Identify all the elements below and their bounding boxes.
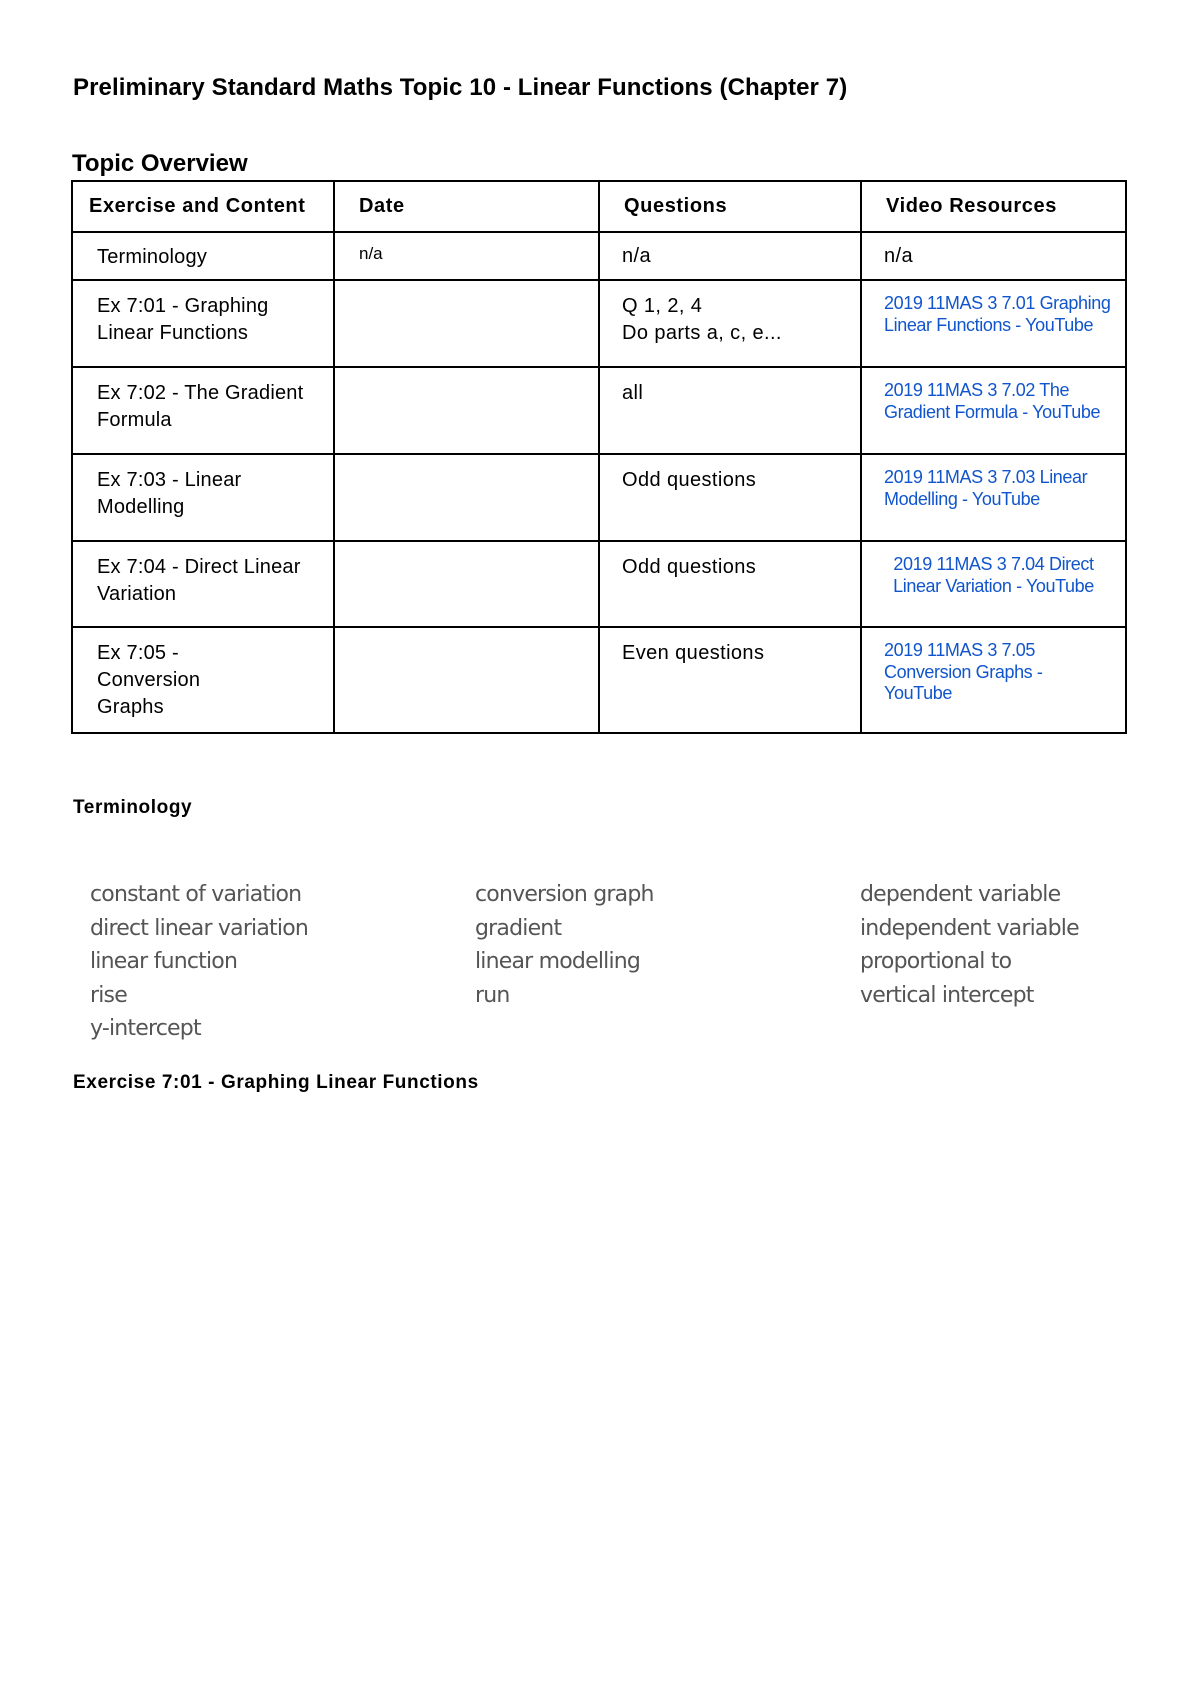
cell-video	[861, 454, 1126, 541]
cell-questions: all	[599, 367, 861, 454]
header-questions: Questions	[599, 181, 861, 232]
terminology-word-list	[90, 878, 1110, 1046]
cell-date	[334, 367, 599, 454]
header-date: Date	[334, 181, 599, 232]
cell-questions: Odd questions	[599, 454, 861, 541]
term-item: linear modelling	[475, 949, 641, 974]
cell-questions: n/a	[599, 232, 861, 280]
table-row	[72, 454, 1126, 541]
table-row	[72, 541, 1126, 627]
term-item: vertical intercept	[860, 982, 1034, 1008]
header-video-resources: Video Resources	[861, 181, 1126, 232]
term-column	[475, 878, 860, 1046]
cell-video	[861, 280, 1126, 367]
cell-video	[861, 627, 1126, 733]
cell-date	[334, 541, 599, 627]
cell-video	[861, 367, 1126, 454]
cell-video	[861, 541, 1126, 627]
video-link[interactable]: 2019 11MAS 3 7.02 The Gradient Formula - YouTube	[884, 380, 1101, 422]
topic-overview-table	[71, 180, 1127, 734]
questions-line: Q 1, 2, 4	[622, 295, 703, 317]
questions-line: Do parts a, c, e...	[622, 322, 782, 344]
table-row	[72, 232, 1126, 280]
cell-date	[334, 454, 599, 541]
table-row	[72, 280, 1126, 367]
video-link[interactable]: 2019 11MAS 3 7.01 Graphing Linear Functions - YouTube	[884, 293, 1111, 335]
topic-overview-heading: Topic Overview	[72, 150, 248, 177]
terminology-heading: Terminology	[73, 797, 193, 818]
cell-content: Terminology	[72, 232, 334, 280]
table-row	[72, 627, 1126, 733]
page-title: Preliminary Standard Maths Topic 10 - Linear Functions (Chapter 7)	[73, 74, 848, 101]
term-item: conversion graph	[475, 882, 654, 907]
term-column	[90, 878, 475, 1046]
cell-questions: Odd questions	[599, 541, 861, 627]
table-header-row	[72, 181, 1126, 232]
cell-date	[334, 280, 599, 367]
cell-date	[334, 627, 599, 733]
exercise-heading: Exercise 7:01 - Graphing Linear Functions	[73, 1072, 479, 1093]
video-link[interactable]: 2019 11MAS 3 7.03 Linear Modelling - YouTube	[884, 467, 1088, 509]
term-item: direct linear variation	[90, 915, 308, 941]
video-link[interactable]: 2019 11MAS 3 7.05 Conversion Graphs - YouTube	[884, 640, 1043, 703]
term-item: y-intercept	[90, 1016, 201, 1041]
term-item: gradient	[475, 915, 562, 941]
header-exercise-content: Exercise and Content	[72, 181, 334, 232]
table-row	[72, 367, 1126, 454]
cell-content: Ex 7:02 - The Gradient Formula	[72, 367, 334, 454]
term-item: independent variable	[860, 915, 1079, 941]
video-link[interactable]: 2019 11MAS 3 7.04 Direct Linear Variation - YouTube	[893, 554, 1094, 596]
cell-content: Ex 7:03 - Linear Modelling	[72, 454, 334, 541]
term-item: proportional to	[860, 949, 1012, 974]
term-item: run	[475, 982, 510, 1008]
cell-content: Ex 7:01 - Graphing Linear Functions	[72, 280, 334, 367]
term-item: linear function	[90, 949, 238, 974]
term-item: constant of variation	[90, 882, 302, 907]
cell-questions: Even questions	[599, 627, 861, 733]
cell-content: Ex 7:04 - Direct Linear Variation	[72, 541, 334, 627]
cell-date: n/a	[334, 232, 599, 280]
cell-content: Ex 7:05 - Conversion Graphs	[72, 627, 334, 733]
term-item: dependent variable	[860, 882, 1061, 907]
cell-questions	[599, 280, 861, 367]
term-item: rise	[90, 982, 127, 1008]
cell-video: n/a	[861, 232, 1126, 280]
term-column	[860, 878, 1110, 1046]
